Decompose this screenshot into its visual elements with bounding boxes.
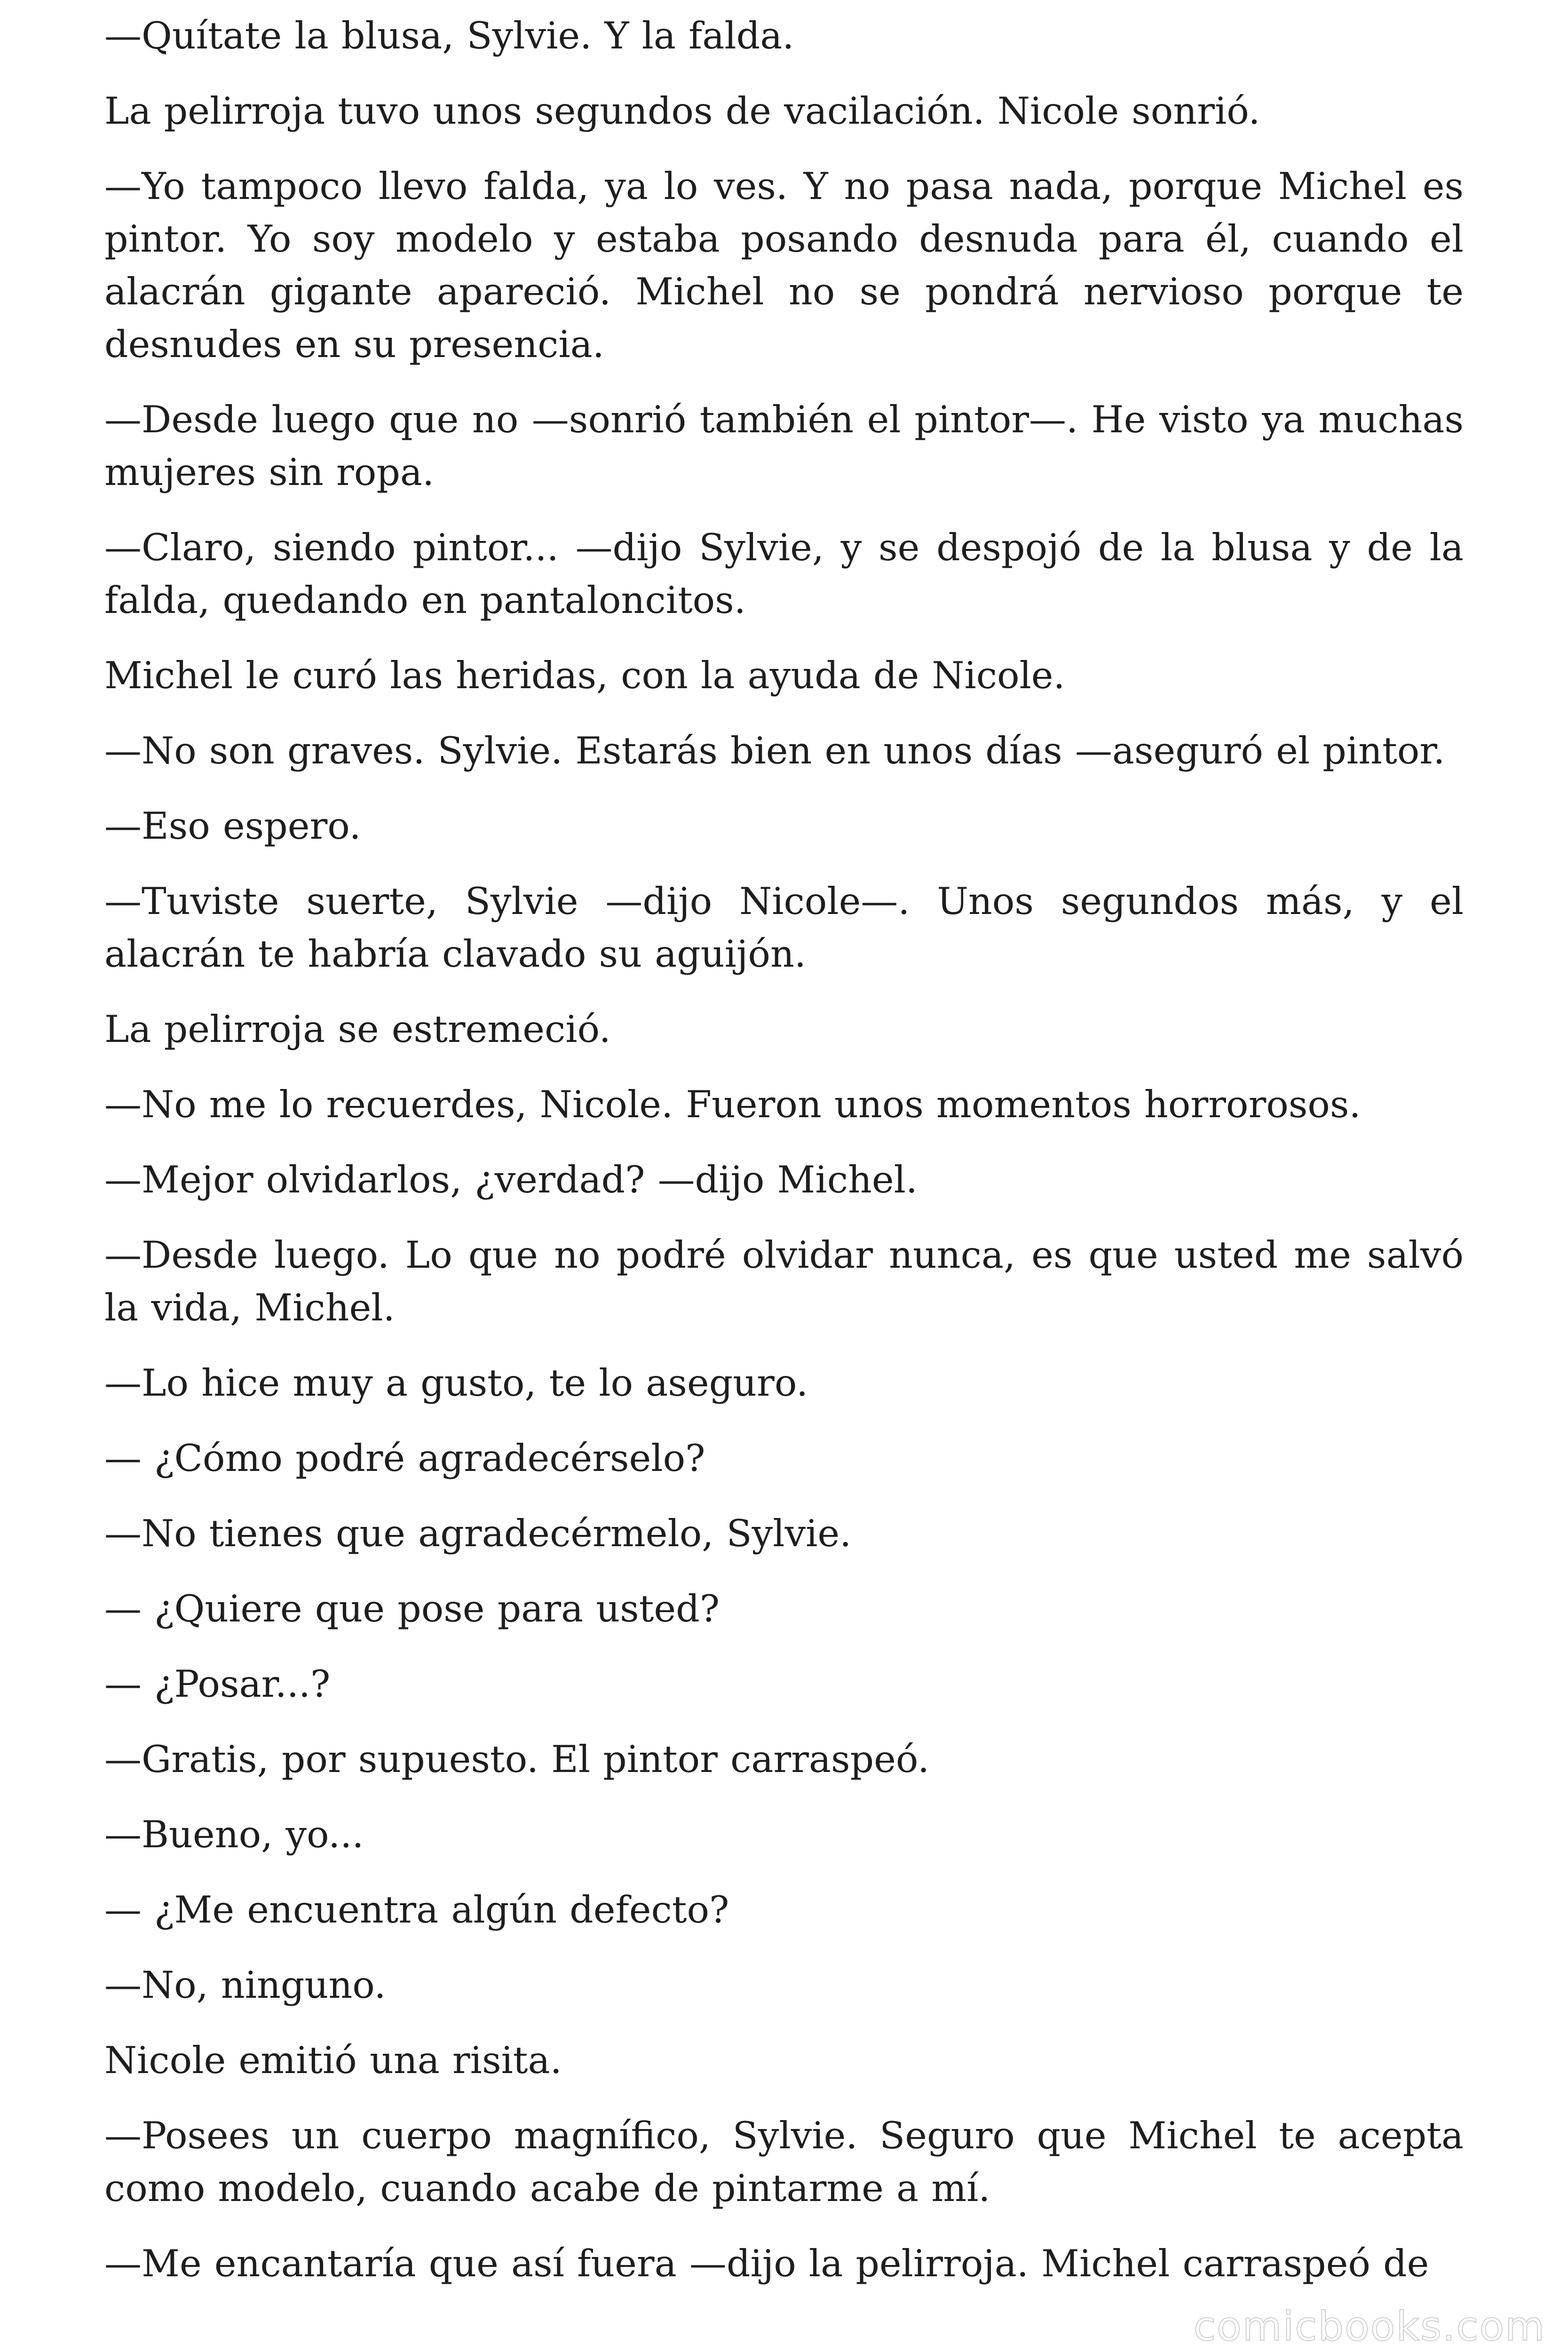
paragraph-25: —Me encantaría que así fuera —dijo la pelirroja. Michel carraspeó de (104, 2242, 1429, 2285)
paragraph-16: —No tienes que agradecérmelo, Sylvie. (104, 1512, 852, 1555)
paragraph-11: —No me lo recuerdes, Nicole. Fueron unos momentos horrorosos. (104, 1083, 1361, 1126)
paragraph-20: —Bueno, yo... (104, 1813, 364, 1856)
paragraph-15: — ¿Cómo podré agradecérselo? (104, 1437, 705, 1480)
paragraph-6: Michel le curó las heridas, con la ayuda de Nicole. (104, 654, 1065, 697)
paragraph-24: —Posees un cuerpo magnífico, Sylvie. Seguro que Michel te acepta como modelo, cuando acabe de pintarme a mí. (104, 2114, 1464, 2210)
paragraph-5: —Claro, siendo pintor... —dijo Sylvie, y se despojó de la blusa y de la falda, quedando en pantaloncitos. (104, 526, 1464, 622)
paragraph-3: —Yo tampoco llevo falda, ya lo ves. Y no pasa nada, porque Michel es pintor. Yo soy modelo y estaba posando desnuda para él, cuando el alacrán gigante apareció. Michel no se pondrá nervioso porque te desnudes en su presencia. (104, 165, 1464, 366)
paragraph-8: —Eso espero. (104, 804, 361, 848)
paragraph-13: —Desde luego. Lo que no podré olvidar nunca, es que usted me salvó la vida, Michel. (104, 1233, 1464, 1329)
paragraph-22: —No, ninguno. (104, 1963, 386, 2007)
paragraph-7: —No son graves. Sylvie. Estarás bien en unos días —aseguró el pintor. (104, 729, 1445, 772)
paragraph-21: — ¿Me encuentra algún defecto? (104, 1888, 729, 1931)
paragraph-14: —Lo hice muy a gusto, te lo aseguro. (104, 1361, 808, 1405)
paragraph-23: Nicole emitió una risita. (104, 2039, 562, 2082)
paragraph-19: —Gratis, por supuesto. El pintor carraspeó. (104, 1738, 930, 1781)
book-page (104, 9, 1464, 2312)
paragraph-2: La pelirroja tuvo unos segundos de vacilación. Nicole sonrió. (104, 89, 1260, 133)
paragraph-12: —Mejor olvidarlos, ¿verdad? —dijo Michel. (104, 1158, 918, 1201)
paragraph-18: — ¿Posar...? (104, 1662, 331, 1706)
paragraph-9: —Tuviste suerte, Sylvie —dijo Nicole—. Unos segundos más, y el alacrán te habría clavado su aguijón. (104, 880, 1464, 976)
watermark-logo: comicbooks.com (1193, 2303, 1545, 2350)
paragraph-10: La pelirroja se estremeció. (104, 1008, 611, 1051)
paragraph-17: — ¿Quiere que pose para usted? (104, 1587, 720, 1630)
paragraph-1: —Quítate la blusa, Sylvie. Y la falda. (104, 14, 794, 57)
paragraph-4: —Desde luego que no —sonrió también el pintor—. He visto ya muchas mujeres sin ropa. (104, 398, 1464, 494)
